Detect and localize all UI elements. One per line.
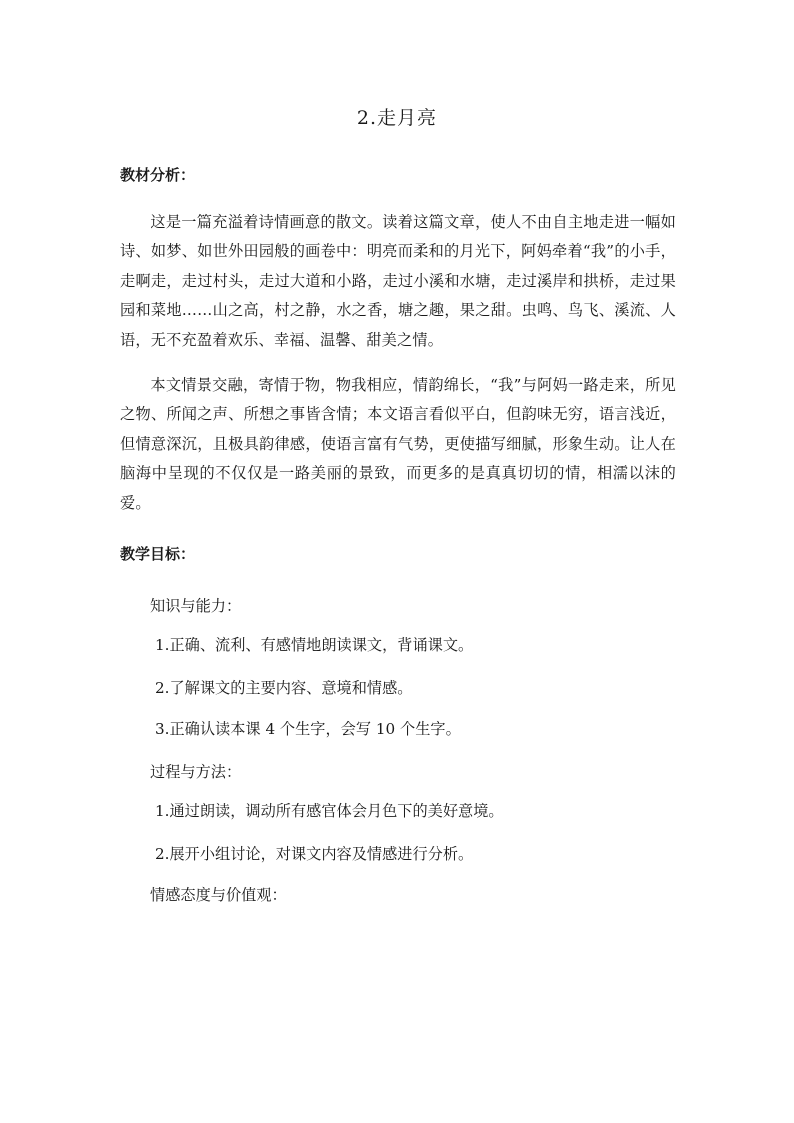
list-item: 1.通过朗读，调动所有感官体会月色下的美好意境。 (155, 802, 504, 820)
analysis-paragraph: 本文情景交融，寄情于物，物我相应，情韵绵长，“我”与阿妈一路走来，所见之物、所闻之声、所想之事皆含情；本文语言看似平白，但韵味无穷，语言浅近，但情意深沉，且极具韵律感，使语言富有气势，更使描写细腻，形象生动。让人在脑海中呈现的不仅仅是一路美丽的景致，而更多的是真真切切的情，相濡以沫的爱。 (120, 376, 676, 512)
list-item: 2.了解课文的主要内容、意境和情感。 (155, 679, 413, 697)
document-title: 2.走月亮 (356, 107, 438, 129)
subsection-label-emotion: 情感态度与价值观： (150, 886, 287, 904)
analysis-paragraph: 这是一篇充溢着诗情画意的散文。读着这篇文章，使人不由自主地走进一幅如诗、如梦、如世外田园般的画卷中：明亮而柔和的月光下，阿妈牵着“我”的小手，走啊走，走过村头，走过大道和小路，走过小溪和水塘，走过溪岸和拱桥，走过果园和菜地……山之高，村之静，水之香，塘之趣，果之甜。虫鸣、鸟飞、溪流、人语，无不充盈着欢乐、幸福、温馨、甜美之情。 (120, 213, 676, 349)
section-heading-teaching-goals: 教学目标： (120, 545, 196, 563)
list-item: 3.正确认读本课 4 个生字，会写 10 个生字。 (155, 720, 461, 738)
section-heading-textbook-analysis: 教材分析： (120, 166, 196, 184)
subsection-label-knowledge: 知识与能力： (150, 597, 242, 615)
subsection-label-process: 过程与方法： (150, 763, 242, 781)
list-item: 1.正确、流利、有感情地朗读课文，背诵课文。 (155, 636, 474, 654)
list-item: 2.展开小组讨论，对课文内容及情感进行分析。 (155, 845, 474, 863)
